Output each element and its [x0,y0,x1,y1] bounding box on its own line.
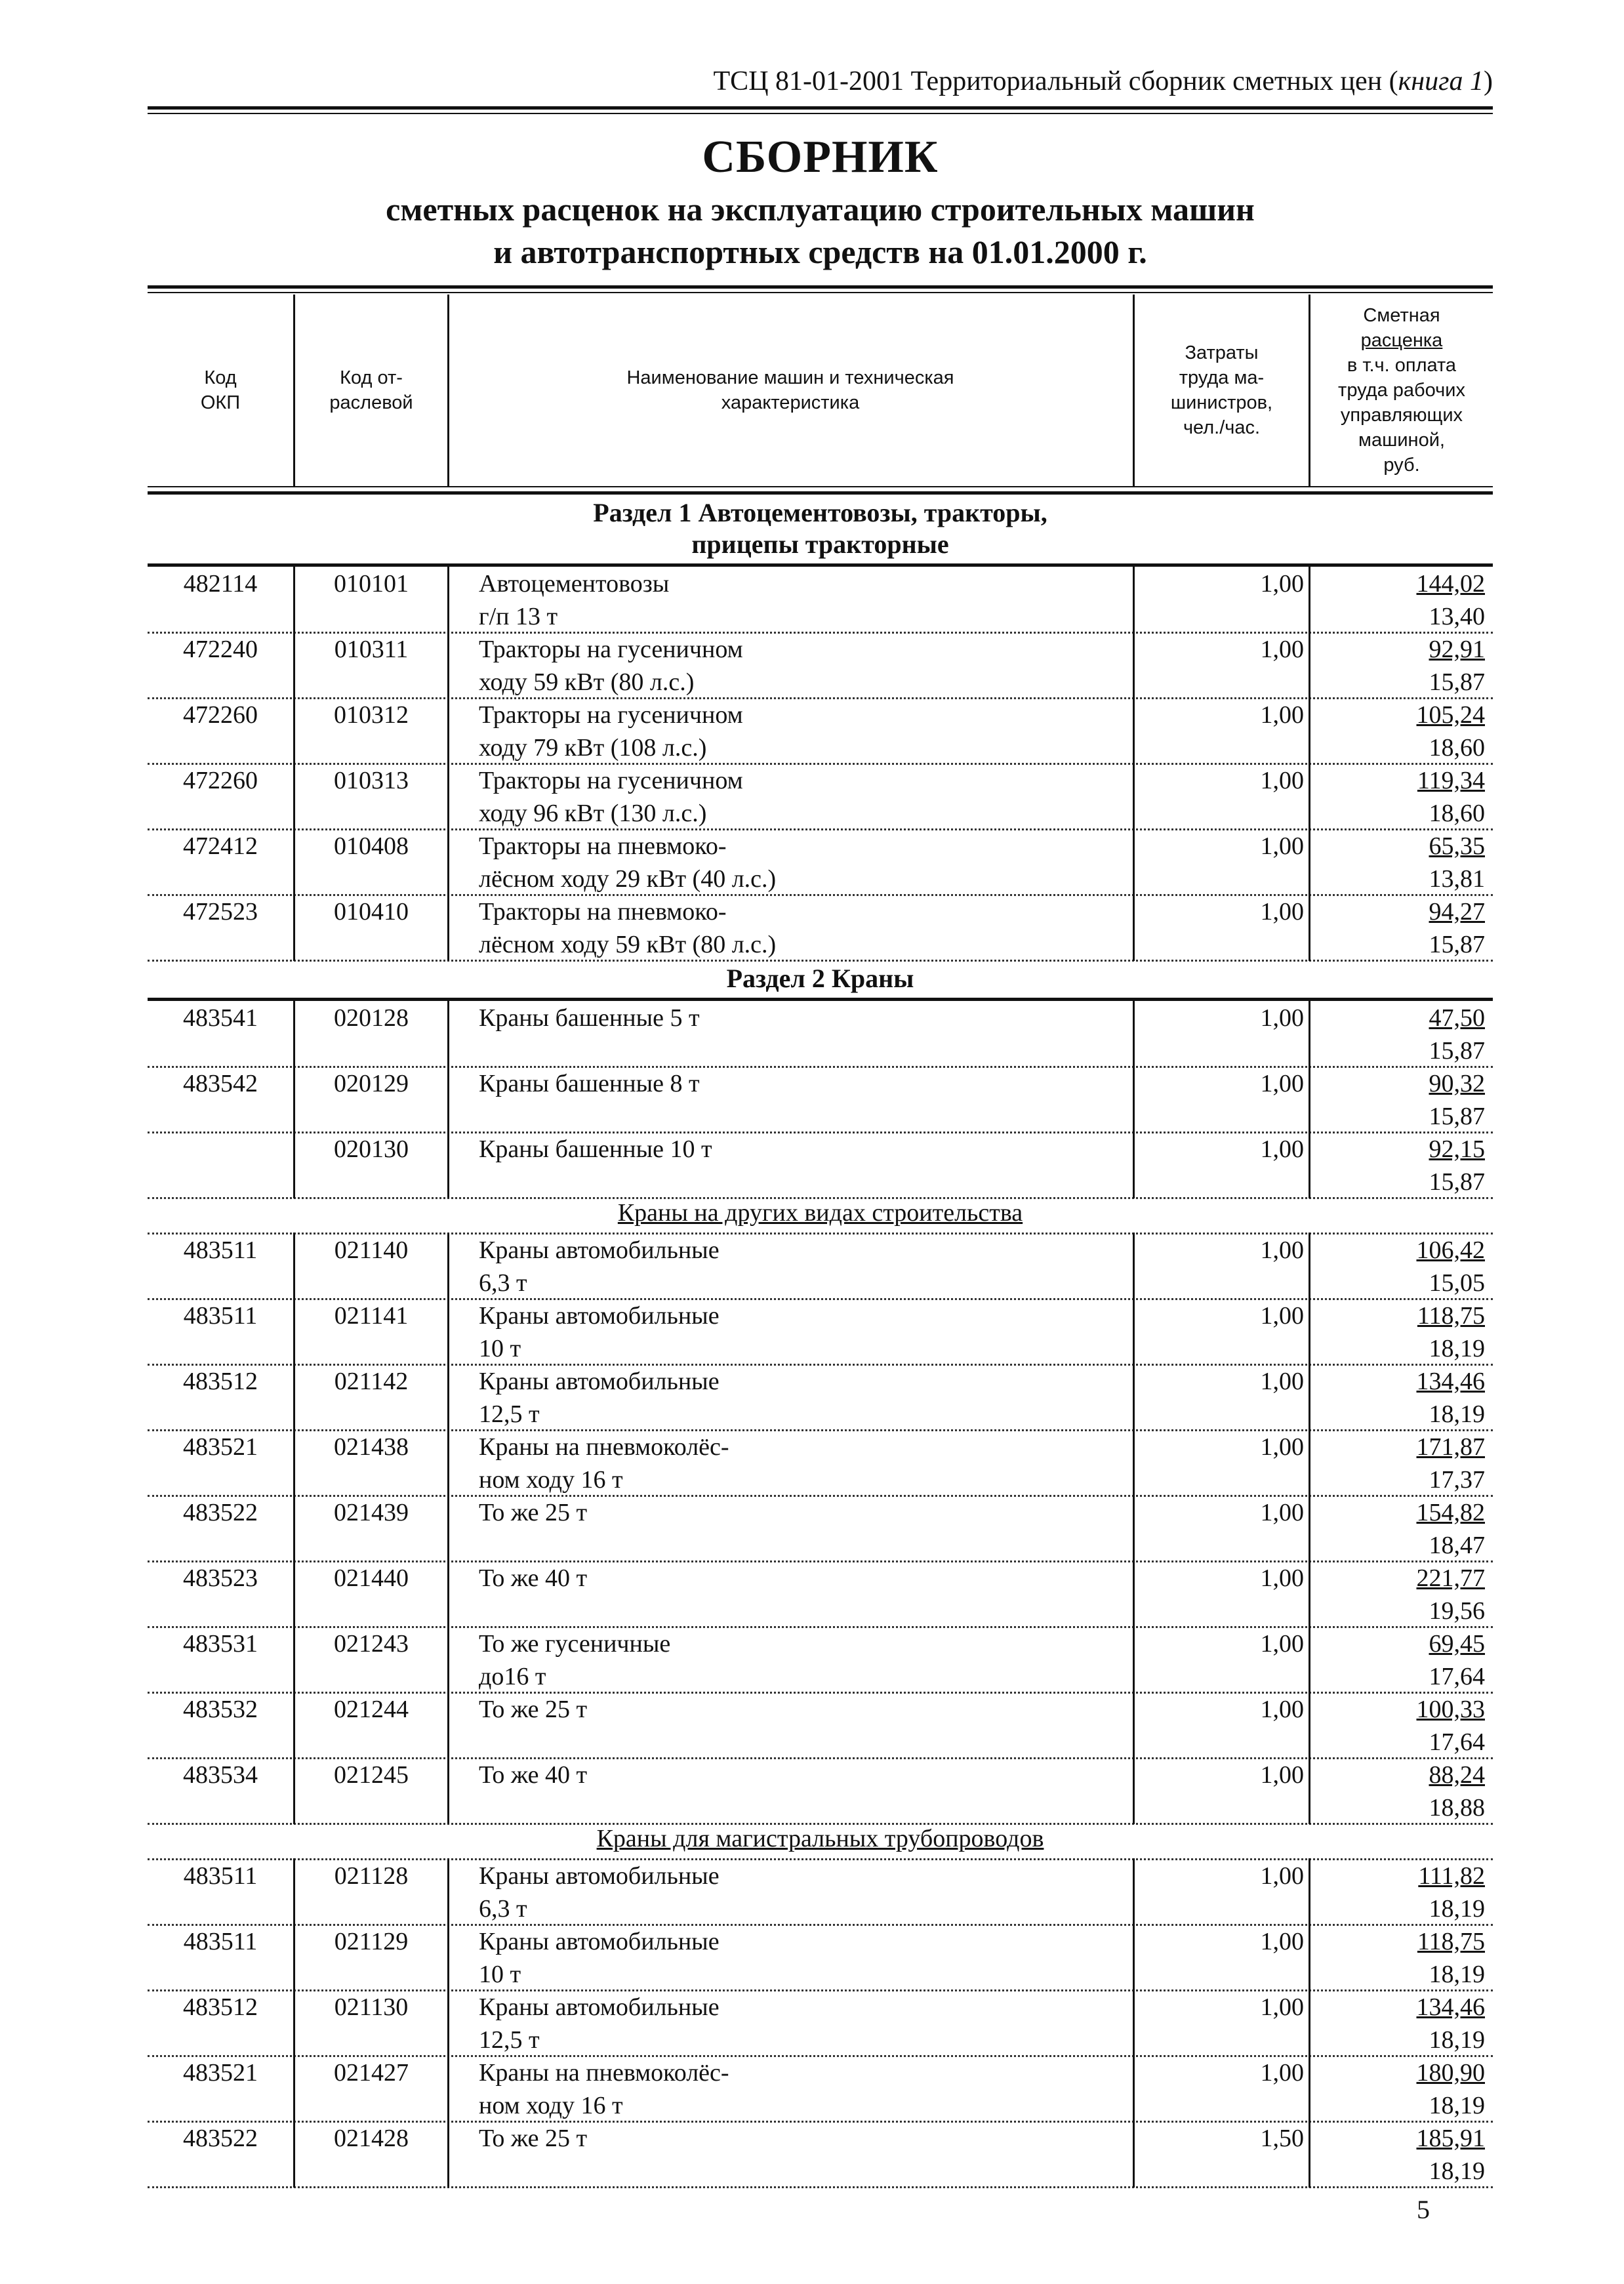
running-header [148,66,1493,97]
rate-price [1312,764,1485,797]
rate-price-value: 118,75 [1417,1302,1485,1330]
rate-price-value: 69,45 [1429,1630,1485,1658]
labor-cost: 1,00 [1260,1135,1304,1163]
running-header-end: ) [1484,66,1493,96]
column-header-line: в т.ч. оплата [1347,355,1457,376]
rate-price [1312,1759,1485,1791]
wage-rate: 17,37 [1429,1466,1485,1494]
column-header-line: шинистров, [1170,392,1273,413]
machine-name: Краны автомобильные [479,1993,720,2021]
column-header-line: Код [204,367,237,388]
column-header-line: управляющих [1340,405,1463,426]
code-okp: 483512 [183,1993,258,2021]
labor-cost: 1,00 [1260,1004,1304,1032]
machine-name: Тракторы на гусеничном [479,636,743,663]
machine-name: Краны башенные 10 т [479,1135,712,1163]
code-branch: 021142 [334,1368,409,1395]
rate-price [1312,895,1485,928]
machine-characteristic: ном ходу 16 т [479,2092,623,2119]
rate-price-value: 88,24 [1429,1761,1485,1789]
wage-rate: 18,60 [1429,734,1485,762]
machine-name: То же гусеничные [479,1630,671,1658]
rate-price [1312,1925,1485,1958]
code-branch: 021129 [334,1928,409,1955]
column-header-line: труда рабочих [1338,380,1465,401]
column-header-labor [1135,295,1309,485]
labor-cost: 1,00 [1260,832,1304,860]
rate-price-value: 92,91 [1429,636,1485,663]
rate-price [1312,633,1485,666]
machine-characteristic: лёсном ходу 59 кВт (80 л.с.) [479,931,777,958]
column-header-line: Сметная [1363,305,1440,326]
machine-name: То же 40 т [479,1761,588,1789]
rate-price [1312,1431,1485,1463]
machine-characteristic: ном ходу 16 т [479,1466,623,1494]
rate-price [1312,1299,1485,1332]
code-okp: 472412 [183,832,258,860]
code-okp: 483523 [183,1564,258,1592]
rate-price [1312,1693,1485,1726]
code-branch: 021128 [334,1862,409,1890]
column-header-line: машиной, [1358,430,1445,451]
rate-price-value: 221,77 [1416,1564,1485,1592]
wage-rate: 15,87 [1429,668,1485,696]
code-okp: 483532 [183,1696,258,1723]
code-okp: 483521 [183,1433,258,1461]
code-okp: 472260 [183,767,258,794]
labor-cost: 1,00 [1260,1993,1304,2021]
column-header-otr [295,295,447,485]
code-branch: 021439 [334,1499,409,1526]
wage-rate: 18,60 [1429,800,1485,827]
column-divider [1309,1858,1310,2188]
labor-cost: 1,00 [1260,1761,1304,1789]
table-header-rule [148,486,1493,487]
rate-price [1312,699,1485,731]
code-okp: 482114 [183,570,258,598]
labor-cost: 1,00 [1260,898,1304,926]
machine-characteristic: ходу 59 кВт (80 л.с.) [479,668,695,696]
column-divider [1309,566,1310,961]
machine-name: Краны башенные 8 т [479,1070,700,1097]
document-subtitle-line-2: и автотранспортных средств на 01.01.2000 г. [493,234,1147,270]
rate-price [1312,567,1485,600]
rate-price-value: 92,15 [1429,1135,1485,1163]
labor-cost: 1,00 [1260,570,1304,598]
code-branch: 010101 [334,570,409,598]
rate-price-value: 154,82 [1416,1499,1485,1526]
column-divider [293,1858,295,2188]
document-title: СБОРНИК [702,132,939,182]
code-branch: 021245 [334,1761,409,1789]
labor-cost: 1,00 [1260,1070,1304,1097]
section-title: Раздел 1 Автоцементовозы, тракторы, [593,498,1047,527]
code-okp: 483531 [183,1630,258,1658]
rate-price [1312,830,1485,863]
column-header-line: Затраты [1185,342,1259,363]
column-divider [1133,1233,1135,1824]
column-header-line: раслевой [329,392,413,413]
section-title: прицепы тракторные [691,529,949,559]
code-branch: 021244 [334,1696,409,1723]
rate-price-value: 180,90 [1416,2059,1485,2087]
machine-characteristic: ходу 79 кВт (108 л.с.) [479,734,707,762]
rate-price-value: 119,34 [1417,767,1485,794]
column-header-okp [148,295,293,485]
table-header-rule-bold [148,491,1493,495]
column-header-line: ОКП [200,392,241,413]
code-branch: 010312 [334,701,409,729]
column-divider [1309,295,1310,486]
code-branch: 021440 [334,1564,409,1592]
machine-characteristic: г/п 13 т [479,603,558,630]
machine-name: Автоцементовозы [479,570,670,598]
running-header-book: книга 1 [1398,66,1484,96]
labor-cost: 1,00 [1260,767,1304,794]
rate-price [1312,1133,1485,1166]
wage-rate: 17,64 [1429,1663,1485,1690]
column-header-line: расценка [1360,330,1443,351]
rate-price [1312,1002,1485,1034]
column-header-line: Наименование машин и техническая [626,367,954,388]
code-okp: 483511 [183,1236,258,1264]
machine-name: Тракторы на пневмоко- [479,832,727,860]
table-top-rule-thin [148,292,1493,293]
rate-price [1312,1860,1485,1892]
code-okp: 483522 [183,2125,258,2152]
column-divider [1133,1000,1135,1198]
machine-name: Краны автомобильные [479,1236,720,1264]
code-branch: 010313 [334,767,409,794]
machine-name: То же 40 т [479,1564,588,1592]
machine-name: Краны автомобильные [479,1368,720,1395]
labor-cost: 1,00 [1260,1433,1304,1461]
wage-rate: 18,19 [1429,1961,1485,1988]
rate-price [1312,1562,1485,1595]
rate-price-value: 185,91 [1416,2125,1485,2152]
code-okp: 483542 [183,1070,258,1097]
code-okp: 483511 [183,1862,258,1890]
machine-characteristic: 10 т [479,1961,521,1988]
machine-characteristic: ходу 96 кВт (130 л.с.) [479,800,707,827]
column-header-line: руб. [1383,455,1420,476]
column-divider [293,1000,295,1198]
machine-name: Тракторы на гусеничном [479,767,743,794]
rate-price-value: 90,32 [1429,1070,1485,1097]
code-okp: 483522 [183,1499,258,1526]
subsection-title-text: Краны для магистральных трубопроводов [596,1825,1044,1852]
wage-rate: 18,19 [1429,2026,1485,2054]
column-divider [1133,295,1135,486]
code-okp: 472523 [183,898,258,926]
wage-rate: 18,88 [1429,1794,1485,1822]
labor-cost: 1,50 [1260,2125,1304,2152]
machine-name: Краны на пневмоколёс- [479,1433,729,1461]
column-header-line: Код от- [340,367,403,388]
rate-price-value: 106,42 [1416,1236,1485,1264]
row-separator [148,960,1493,962]
column-divider [1309,1000,1310,1198]
wage-rate: 15,87 [1429,1168,1485,1196]
rate-price [1312,2122,1485,2155]
labor-cost: 1,00 [1260,701,1304,729]
document-subtitle-line-1: сметных расценок на эксплуатацию строительных машин [386,191,1255,228]
table-top-rule [148,285,1493,289]
wage-rate: 18,47 [1429,1532,1485,1559]
machine-name: Тракторы на пневмоко- [479,898,727,926]
column-divider [293,295,295,486]
rate-price-value: 118,75 [1417,1928,1485,1955]
rate-price [1312,1365,1485,1398]
code-okp: 483512 [183,1368,258,1395]
rate-price [1312,1067,1485,1100]
labor-cost: 1,00 [1260,2059,1304,2087]
rate-price-value: 100,33 [1416,1696,1485,1723]
column-divider [447,1000,449,1198]
labor-cost: 1,00 [1260,1564,1304,1592]
header-rule [148,106,1493,110]
rate-price [1312,1234,1485,1267]
column-divider [1133,1858,1135,2188]
section-rule [148,998,1493,1001]
machine-characteristic: 6,3 т [479,1895,527,1923]
code-branch: 021428 [334,2125,409,2152]
labor-cost: 1,00 [1260,636,1304,663]
rate-price-value: 134,46 [1416,1993,1485,2021]
wage-rate: 15,87 [1429,931,1485,958]
machine-name: Краны автомобильные [479,1862,720,1890]
machine-name: Краны автомобильные [479,1928,720,1955]
page-number: 5 [1417,2195,1430,2224]
column-divider [447,1233,449,1824]
column-divider [447,1858,449,2188]
machine-name: Тракторы на гусеничном [479,701,743,729]
header-rule-thin [148,113,1493,114]
column-divider [447,566,449,961]
code-branch: 021141 [334,1302,409,1330]
rate-price-value: 171,87 [1416,1433,1485,1461]
code-okp: 483511 [183,1928,258,1955]
code-branch: 021130 [334,1993,409,2021]
code-branch: 020130 [334,1135,409,1163]
code-okp: 472260 [183,701,258,729]
code-okp: 483521 [183,2059,258,2087]
machine-name: Краны автомобильные [479,1302,720,1330]
row-separator [148,2186,1493,2188]
wage-rate: 15,87 [1429,1103,1485,1130]
column-header-line: труда ма- [1179,367,1265,388]
machine-name: То же 25 т [479,1696,588,1723]
code-okp: 483534 [183,1761,258,1789]
code-branch: 010311 [334,636,409,663]
wage-rate: 15,87 [1429,1037,1485,1065]
code-okp: 483511 [183,1302,258,1330]
wage-rate: 15,05 [1429,1269,1485,1297]
rate-price [1312,2056,1485,2089]
machine-characteristic: 6,3 т [479,1269,527,1297]
wage-rate: 18,19 [1429,1335,1485,1362]
machine-characteristic: 12,5 т [479,2026,540,2054]
rate-price-value: 94,27 [1429,898,1485,926]
rate-price-value: 111,82 [1418,1862,1485,1890]
labor-cost: 1,00 [1260,1236,1304,1264]
machine-characteristic: 10 т [479,1335,521,1362]
column-divider [293,566,295,961]
rate-price [1312,1991,1485,2024]
subsection-title [148,1198,1493,1227]
code-branch: 020129 [334,1070,409,1097]
wage-rate: 18,19 [1429,2092,1485,2119]
code-branch: 020128 [334,1004,409,1032]
machine-name: Краны башенные 5 т [479,1004,700,1032]
running-header-text: ТСЦ 81-01-2001 Территориальный сборник сметных цен ( [713,66,1398,96]
wage-rate: 18,19 [1429,2157,1485,2185]
rate-price-value: 144,02 [1416,570,1485,598]
machine-name: То же 25 т [479,2125,588,2152]
column-divider [1133,566,1135,961]
code-branch: 021438 [334,1433,409,1461]
labor-cost: 1,00 [1260,1630,1304,1658]
rate-price-value: 105,24 [1416,701,1485,729]
rate-price [1312,1627,1485,1660]
machine-characteristic: 12,5 т [479,1400,540,1428]
column-header-price [1310,295,1493,485]
code-branch: 021140 [334,1236,409,1264]
code-branch: 010408 [334,832,409,860]
labor-cost: 1,00 [1260,1499,1304,1526]
column-divider [447,295,449,486]
section-rule [148,563,1493,567]
wage-rate: 18,19 [1429,1895,1485,1923]
labor-cost: 1,00 [1260,1862,1304,1890]
machine-name: Краны на пневмоколёс- [479,2059,729,2087]
code-branch: 010410 [334,898,409,926]
labor-cost: 1,00 [1260,1302,1304,1330]
rate-price-value: 65,35 [1429,832,1485,860]
wage-rate: 19,56 [1429,1597,1485,1625]
column-divider [1309,1233,1310,1824]
wage-rate: 13,40 [1429,603,1485,630]
code-branch: 021243 [334,1630,409,1658]
wage-rate: 18,19 [1429,1400,1485,1428]
machine-characteristic: лёсном ходу 29 кВт (40 л.с.) [479,865,777,893]
labor-cost: 1,00 [1260,1696,1304,1723]
wage-rate: 17,64 [1429,1728,1485,1756]
rate-price-value: 47,50 [1429,1004,1485,1032]
code-branch: 021427 [334,2059,409,2087]
labor-cost: 1,00 [1260,1928,1304,1955]
wage-rate: 13,81 [1429,865,1485,893]
rate-price [1312,1496,1485,1529]
column-divider [293,1233,295,1824]
code-okp: 472240 [183,636,258,663]
rate-price-value: 134,46 [1416,1368,1485,1395]
subsection-title [148,1824,1493,1853]
column-header-line: чел./час. [1183,417,1261,438]
column-header-name [449,295,1131,485]
code-okp: 483541 [183,1004,258,1032]
subsection-title-text: Краны на других видах строительства [617,1199,1023,1227]
labor-cost: 1,00 [1260,1368,1304,1395]
machine-name: То же 25 т [479,1499,588,1526]
section-title: Раздел 2 Краны [726,964,914,993]
column-header-line: характеристика [721,392,860,413]
machine-characteristic: до16 т [479,1663,546,1690]
